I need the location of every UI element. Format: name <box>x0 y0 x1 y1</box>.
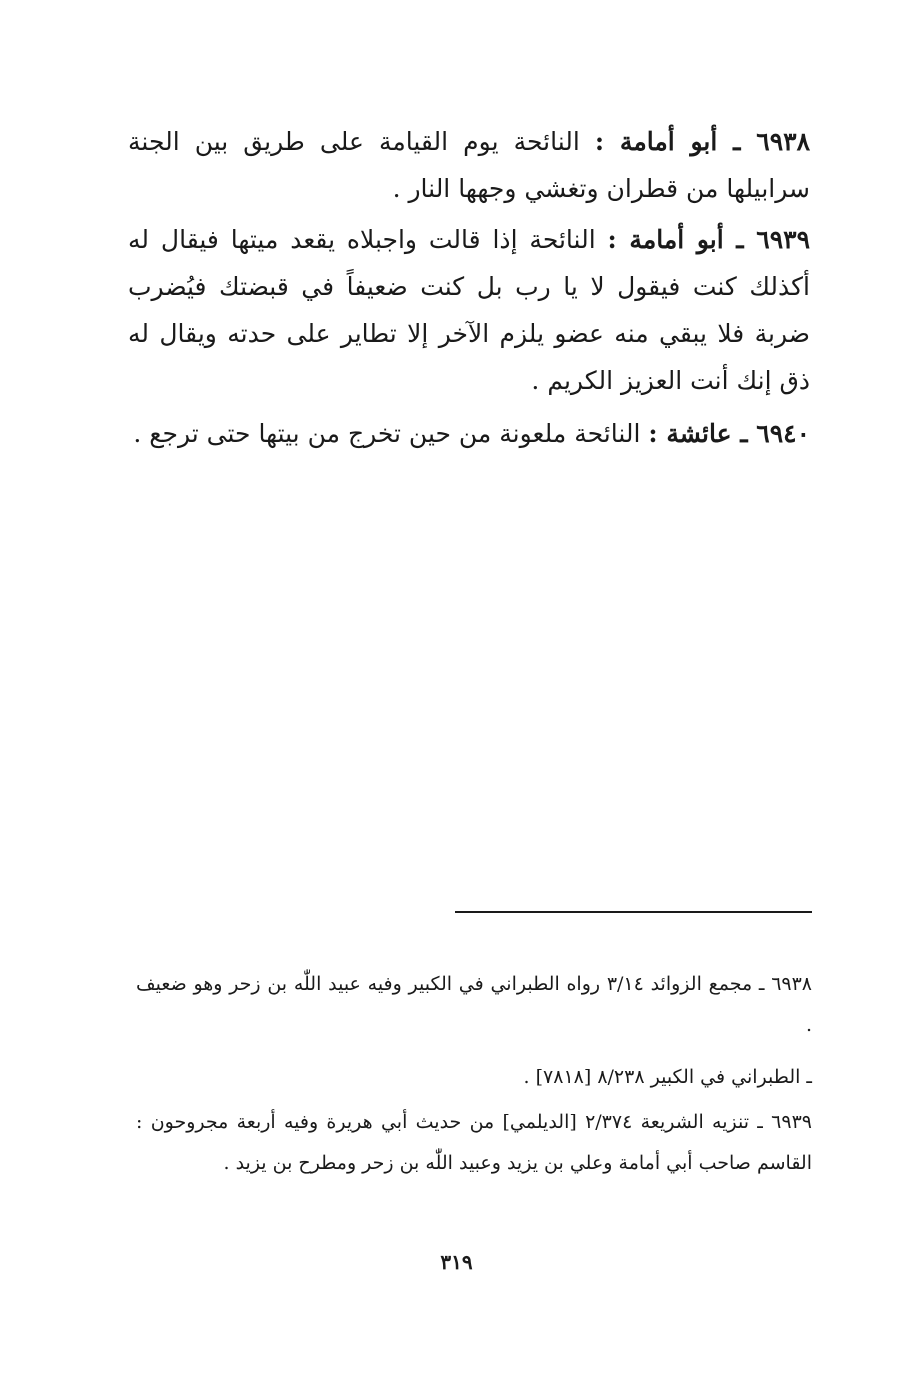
entry-text: النائحة إذا قالت واجبلاه يقعد ميتها فيقال له أكذلك كنت فيقول لا يا رب بل كنت ضعيفاً في قبضتك فيُضرب ضربة فلا يبقي منه عضو يلزم الآخر إلا تطاير على حدته ويقال له ذق إنك أنت العزيز الكريم . <box>128 225 810 395</box>
footnote-6938-secondary: ـ الطبراني في الكبير ٨/٢٣٨ [٧٨١٨] . <box>523 1066 812 1088</box>
hadith-entry-6938 <box>128 118 810 212</box>
footnote-6938: ٦٩٣٨ ـ مجمع الزوائد ٣/١٤ رواه الطبراني في الكبير وفيه عبيد اللّٰه بن زحر وهو ضعيف . <box>136 973 813 1036</box>
footnote-6939: ٦٩٣٩ ـ تنزيه الشريعة ٢/٣٧٤ [الديلمي] من حديث أبي هريرة وفيه أربعة مجروحون : القاسم صاحب أبي أمامة وعلي بن يزيد وعبيد اللّٰه بن زحر ومطرح بن يزيد . <box>136 1111 812 1174</box>
entry-label: ٦٩٤٠ ـ عائشة : <box>648 419 810 448</box>
hadith-entry-6939 <box>128 216 810 404</box>
page-number: ٣١٩ <box>440 1250 473 1274</box>
entry-text: النائحة ملعونة من حين تخرج من بيتها حتى ترجع . <box>133 419 641 448</box>
hadith-entry-6940 <box>128 410 810 457</box>
entry-label: ٦٩٣٨ ـ أبو أمامة : <box>594 127 810 156</box>
entry-text: النائحة يوم القيامة على طريق بين الجنة سرابيلها من قطران وتغشي وجهها النار . <box>128 127 810 203</box>
entry-label: ٦٩٣٩ ـ أبو أمامة : <box>607 225 810 254</box>
footnote-divider <box>455 911 812 913</box>
